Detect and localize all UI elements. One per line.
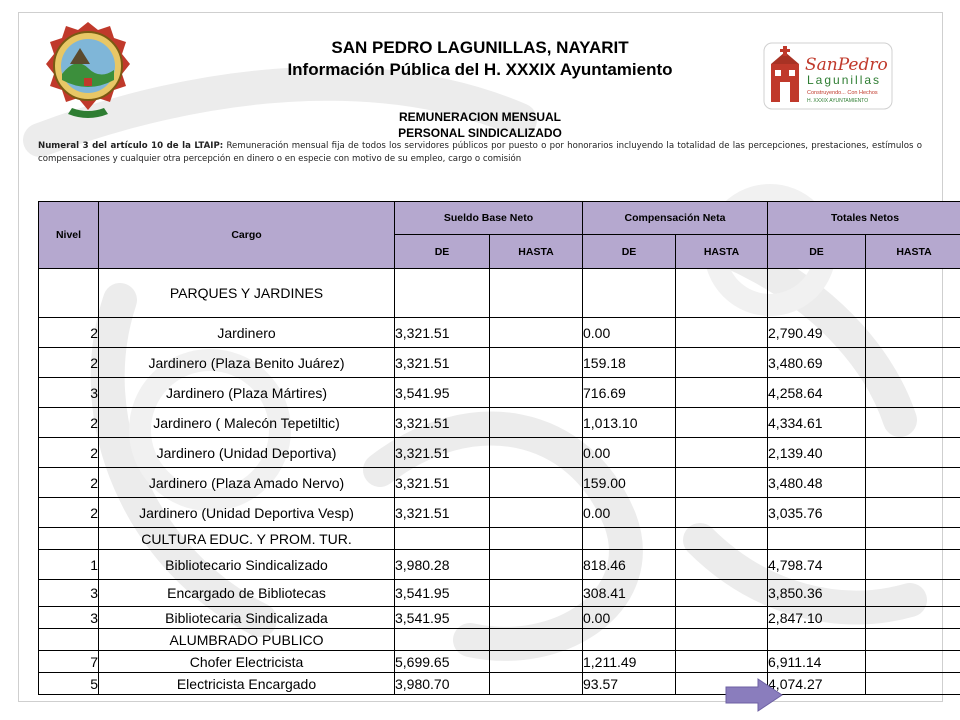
- table-row: [39, 580, 960, 607]
- cell-sueldo: 3,321.51: [395, 318, 490, 348]
- cell-cargo: Jardinero (Plaza Benito Juárez): [99, 348, 395, 378]
- cell-total: 3,480.48: [768, 468, 866, 498]
- cell-cargo: Jardinero (Unidad Deportiva Vesp): [99, 498, 395, 528]
- header-nivel: Nivel: [39, 202, 99, 269]
- cell-sueldo: 3,980.70: [395, 673, 490, 695]
- cell-cargo: Jardinero ( Malecón Tepetiltic): [99, 408, 395, 438]
- legal-note-lead: Numeral 3 del artículo 10 de la LTAIP:: [38, 141, 224, 151]
- cell-sueldo: 3,541.95: [395, 607, 490, 629]
- table-row: [39, 378, 960, 408]
- header-total-hasta: HASTA: [866, 235, 960, 269]
- cell-nivel: 2: [39, 408, 99, 438]
- logo-brand-line1: SanPedro: [805, 55, 888, 75]
- cell-comp: 1,211.49: [583, 651, 676, 673]
- cell-total: 4,258.64: [768, 378, 866, 408]
- header-compensacion: Compensación Neta: [583, 202, 768, 235]
- table-row: [39, 651, 960, 673]
- logo-admin: H. XXXIX AYUNTAMIENTO: [807, 98, 869, 104]
- cell-comp: 159.18: [583, 348, 676, 378]
- cell-sueldo: 3,980.28: [395, 550, 490, 580]
- header-sueldo-de: DE: [395, 235, 490, 269]
- cell-sueldo: 3,541.95: [395, 580, 490, 607]
- header-comp-de: DE: [583, 235, 676, 269]
- logo-brand-line2: Lagunillas: [807, 73, 882, 87]
- cell-cargo: Bibliotecaria Sindicalizada: [99, 607, 395, 629]
- logo-tagline: Construyendo... Con Hechos: [807, 90, 878, 96]
- remuneration-table: [38, 201, 960, 695]
- cell-total: 4,798.74: [768, 550, 866, 580]
- header-cargo: Cargo: [99, 202, 395, 269]
- table-row: [39, 550, 960, 580]
- section-title: CULTURA EDUC. Y PROM. TUR.: [99, 528, 395, 550]
- cell-cargo: Electricista Encargado: [99, 673, 395, 695]
- cell-nivel: 5: [39, 673, 99, 695]
- cell-sueldo: 3,541.95: [395, 378, 490, 408]
- next-arrow-icon[interactable]: [724, 678, 784, 712]
- table-row: [39, 468, 960, 498]
- san-pedro-logo-icon: [763, 42, 893, 110]
- cell-total: 4,334.61: [768, 408, 866, 438]
- cell-comp: 0.00: [583, 438, 676, 468]
- cell-cargo: Jardinero (Unidad Deportiva): [99, 438, 395, 468]
- header-sueldo-hasta: HASTA: [490, 235, 583, 269]
- cell-sueldo: 3,321.51: [395, 438, 490, 468]
- cell-nivel: 7: [39, 651, 99, 673]
- report-title: REMUNERACION MENSUAL: [399, 110, 561, 124]
- cell-sueldo: 3,321.51: [395, 498, 490, 528]
- cell-total: 2,139.40: [768, 438, 866, 468]
- table-row: [39, 673, 960, 695]
- section-title: PARQUES Y JARDINES: [99, 269, 395, 318]
- cell-nivel: 1: [39, 550, 99, 580]
- section-row: [39, 528, 960, 550]
- cell-comp: 308.41: [583, 580, 676, 607]
- cell-cargo: Chofer Electricista: [99, 651, 395, 673]
- cell-nivel: 2: [39, 438, 99, 468]
- cell-comp: 159.00: [583, 468, 676, 498]
- legal-note-body: Remuneración mensual fija de todos los servidores públicos por puesto o por honorarios incluyendo la totalidad de las percepciones, prestaciones, estímulos o compensaciones y cualquier otra percepción en dinero o en especie con motivo de su empleo, cargo o comisión: [38, 141, 923, 164]
- cell-nivel: 2: [39, 468, 99, 498]
- table-row: [39, 318, 960, 348]
- header-total-de: DE: [768, 235, 866, 269]
- header-comp-hasta: HASTA: [676, 235, 768, 269]
- cell-comp: 0.00: [583, 607, 676, 629]
- page-subtitle: Información Pública del H. XXXIX Ayuntamiento: [287, 60, 673, 79]
- section-title: ALUMBRADO PUBLICO: [99, 629, 395, 651]
- cell-sueldo: 5,699.65: [395, 651, 490, 673]
- cell-total: 6,911.14: [768, 651, 866, 673]
- cell-total: 2,790.49: [768, 318, 866, 348]
- cell-comp: 1,013.10: [583, 408, 676, 438]
- cell-total: 3,850.36: [768, 580, 866, 607]
- cell-sueldo: 3,321.51: [395, 408, 490, 438]
- cell-nivel: 2: [39, 498, 99, 528]
- cell-sueldo: 3,321.51: [395, 348, 490, 378]
- cell-nivel: 2: [39, 348, 99, 378]
- cell-total: 3,035.76: [768, 498, 866, 528]
- cell-comp: 93.57: [583, 673, 676, 695]
- municipality-title: SAN PEDRO LAGUNILLAS, NAYARIT: [331, 38, 629, 57]
- cell-cargo: Jardinero (Plaza Amado Nervo): [99, 468, 395, 498]
- table-row: [39, 607, 960, 629]
- table-row: [39, 408, 960, 438]
- section-row: [39, 629, 960, 651]
- cell-cargo: Bibliotecario Sindicalizado: [99, 550, 395, 580]
- cell-nivel: 3: [39, 378, 99, 408]
- cell-total: 2,847.10: [768, 607, 866, 629]
- table-row: [39, 498, 960, 528]
- cell-comp: 0.00: [583, 498, 676, 528]
- table-row: [39, 348, 960, 378]
- section-row: [39, 269, 960, 318]
- cell-cargo: Jardinero: [99, 318, 395, 348]
- cell-cargo: Jardinero (Plaza Mártires): [99, 378, 395, 408]
- header-totales: Totales Netos: [768, 202, 960, 235]
- cell-total: 3,480.69: [768, 348, 866, 378]
- report-subtitle: PERSONAL SINDICALIZADO: [398, 126, 562, 140]
- cell-sueldo: 3,321.51: [395, 468, 490, 498]
- cell-comp: 0.00: [583, 318, 676, 348]
- cell-comp: 716.69: [583, 378, 676, 408]
- cell-cargo: Encargado de Bibliotecas: [99, 580, 395, 607]
- cell-nivel: 3: [39, 580, 99, 607]
- legal-note: [38, 140, 922, 165]
- header-sueldo: Sueldo Base Neto: [395, 202, 583, 235]
- cell-total: 4,074.27: [768, 673, 866, 695]
- cell-nivel: 3: [39, 607, 99, 629]
- cell-comp: 818.46: [583, 550, 676, 580]
- cell-nivel: 2: [39, 318, 99, 348]
- table-row: [39, 438, 960, 468]
